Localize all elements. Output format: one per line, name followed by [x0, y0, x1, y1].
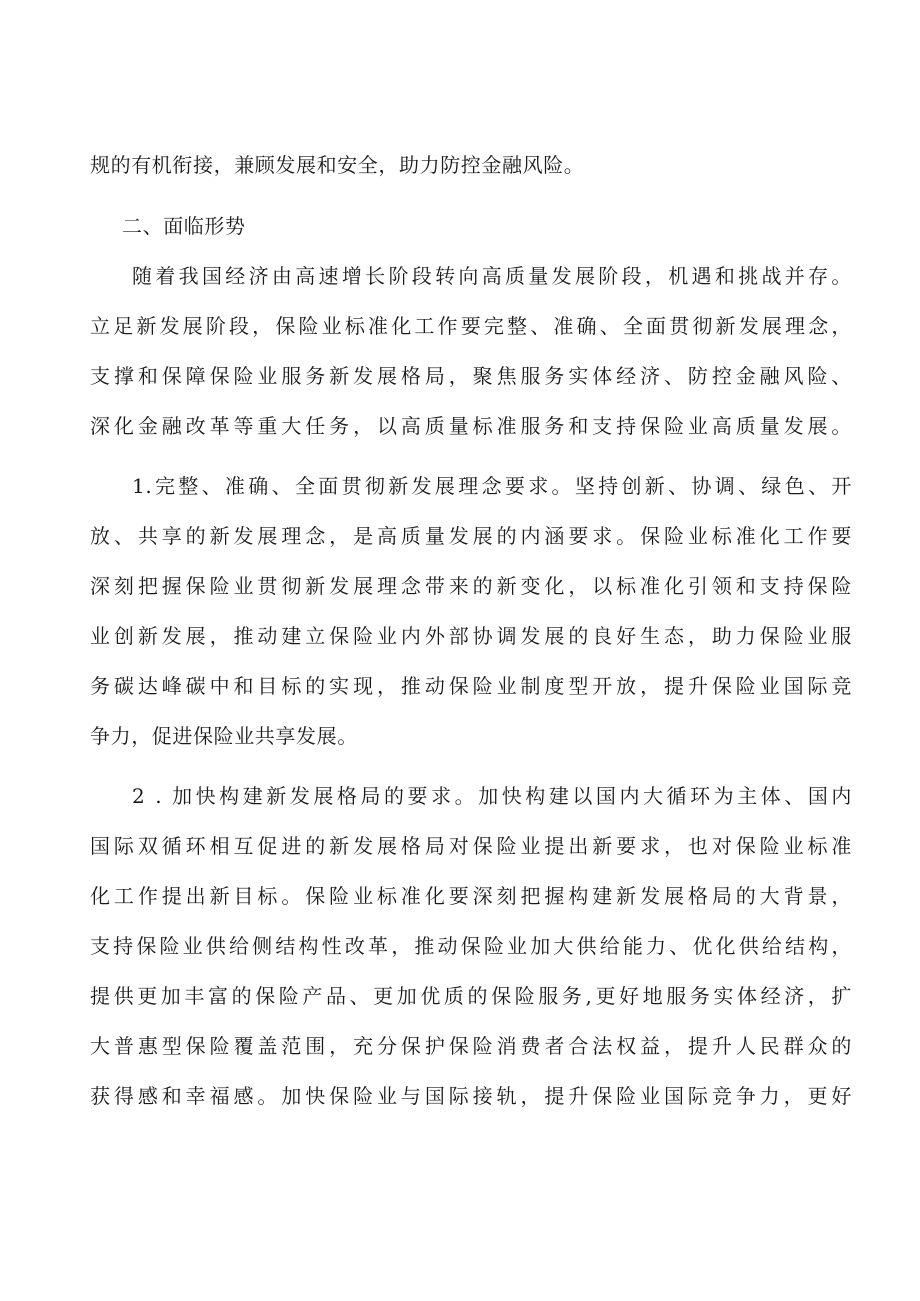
- text-line: 1.完整、准确、全面贯彻新发展理念要求。坚持创新、协调、绿色、开: [132, 474, 852, 498]
- text-line: 大普惠型保险覆盖范围，充分保护保险消费者合法权益，提升人民群众的: [90, 1034, 852, 1058]
- text-line: 规的有机衔接，兼顾发展和安全，助力防控金融风险。: [90, 153, 585, 177]
- text-line: 务碳达峰碳中和目标的实现，推动保险业制度型开放，提升保险业国际竞: [90, 674, 852, 698]
- text-line: 业创新发展，推动建立保险业内外部协调发展的良好生态，助力保险业服: [90, 624, 852, 648]
- text-line: 放、共享的新发展理念，是高质量发展的内涵要求。保险业标准化工作要: [90, 524, 852, 548]
- text-line: 争力，促进保险业共享发展。: [90, 724, 358, 748]
- text-line: 深化金融改革等重大任务，以高质量标准服务和支持保险业高质量发展。: [90, 414, 852, 438]
- text-line: 国际双循环相互促进的新发展格局对保险业提出新要求，也对保险业标准: [90, 834, 852, 858]
- text-line: 获得感和幸福感。加快保险业与国际接轨，提升保险业国际竞争力，更好: [90, 1084, 852, 1108]
- text-line: 2 . 加快构建新发展格局的要求。加快构建以国内大循环为主体、国内: [132, 784, 852, 808]
- text-line: 深刻把握保险业贯彻新发展理念带来的新变化，以标准化引领和支持保险: [90, 574, 852, 598]
- text-line: 提供更加丰富的保险产品、更加优质的保险服务,更好地服务实体经济，扩: [90, 984, 852, 1008]
- text-line: 支持保险业供给侧结构性改革，推动保险业加大供给能力、优化供给结构，: [90, 934, 852, 958]
- text-line: 随着我国经济由高速增长阶段转向高质量发展阶段，机遇和挑战并存。: [132, 264, 852, 288]
- section-heading: 二、面临形势: [122, 214, 246, 238]
- text-line: 支撑和保障保险业服务新发展格局，聚焦服务实体经济、防控金融风险、: [90, 364, 852, 388]
- text-line: 化工作提出新目标。保险业标准化要深刻把握构建新发展格局的大背景，: [90, 884, 852, 908]
- text-line: 立足新发展阶段，保险业标准化工作要完整、准确、全面贯彻新发展理念，: [90, 314, 852, 338]
